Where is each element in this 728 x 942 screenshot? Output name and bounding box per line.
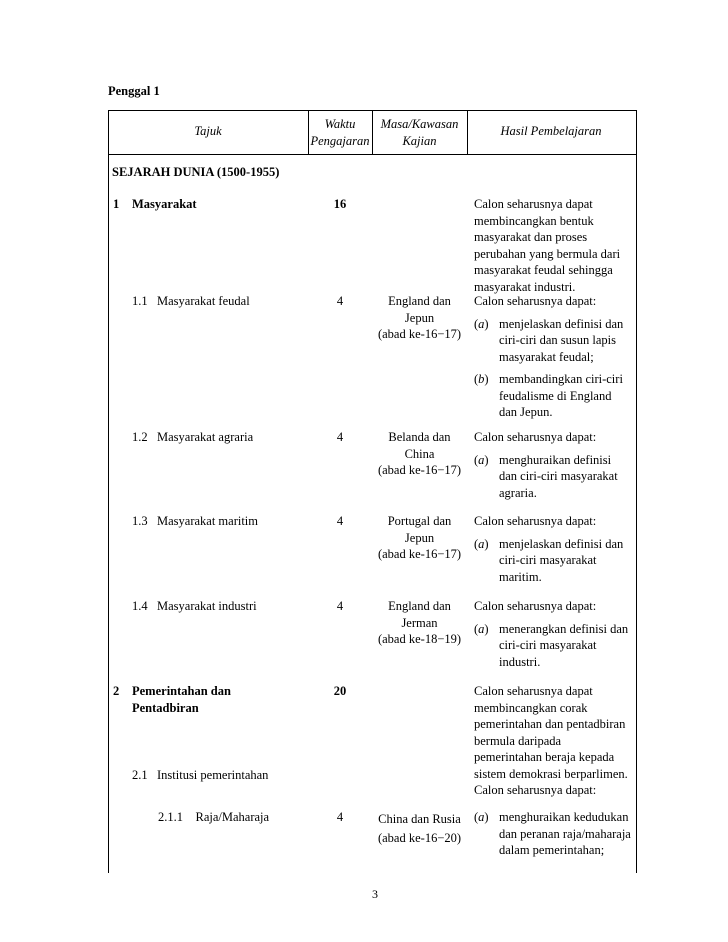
header-tajuk: Tajuk	[194, 124, 222, 138]
topic-hours: 20	[333, 684, 347, 698]
subtopic-outcome: Calon seharusnya dapat: (a) menghuraikan definisi dan ciri-ciri masyarakat agraria.	[474, 430, 618, 500]
subtopic-outcome: Calon seharusnya dapat: (a) menerangkan definisi dan ciri-ciri masyarakat industri.	[474, 599, 629, 669]
topic-number: 2	[113, 684, 120, 698]
subtopic-outcome: Calon seharusnya dapat: (a) menjelaskan definisi dan ciri-ciri dan susun lapis masyarakat feudal; (b) membandingkan ciri-ciri feudalisme di England dan Jepun.	[474, 294, 624, 419]
subtopic-label: 2.1 Institusi pemerintahan	[132, 768, 269, 782]
subtopic-outcome-intro: Calon seharusnya dapat:	[474, 783, 597, 797]
subtopic-label: 1.4 Masyarakat industri	[132, 599, 257, 613]
topic-title: Pemerintahan dan Pentadbiran	[132, 684, 231, 715]
subtopic-hours: 4	[336, 430, 344, 444]
subsubtopic-outcome: (a) menghuraikan kedudukan dan peranan raja/maharaja dalam pemerintahan;	[474, 810, 631, 857]
subsubtopic-hours: 4	[336, 810, 344, 824]
section-title: SEJARAH DUNIA (1500-1955)	[112, 165, 280, 179]
subtopic-region: England dan Jerman (abad ke-18−19)	[377, 599, 462, 646]
subtopic-outcome: Calon seharusnya dapat: (a) menjelaskan definisi dan ciri-ciri masyarakat maritim.	[474, 514, 624, 584]
header-hasil-pembelajaran: Hasil Pembelajaran	[500, 124, 602, 138]
subtopic-region: England dan Jepun (abad ke-16−17)	[377, 294, 462, 341]
subsubtopic-region: China dan Rusia (abad ke-16−20)	[377, 812, 462, 845]
subtopic-hours: 4	[336, 294, 344, 308]
topic-outcome: Calon seharusnya dapat membincangkan corak pemerintahan dan pentadbiran bermula daripada pemerintahan beraja kepada sistem demokrasi berparlimen.	[474, 684, 628, 781]
subsubtopic-label: 2.1.1 Raja/Maharaja	[158, 810, 270, 824]
header-masa-kawasan: Masa/Kawasan Kajian	[380, 117, 459, 148]
subtopic-hours: 4	[336, 599, 344, 613]
subtopic-label: 1.2 Masyarakat agraria	[132, 430, 254, 444]
page-number: 3	[372, 887, 378, 901]
subtopic-region: Portugal dan Jepun (abad ke-16−17)	[377, 514, 462, 561]
topic-title: Masyarakat	[132, 197, 197, 211]
subtopic-label: 1.1 Masyarakat feudal	[132, 294, 250, 308]
topic-outcome: Calon seharusnya dapat membincangkan bentuk masyarakat dan proses perubahan yang bermula dari masyarakat feudal sehingga masyarakat industri.	[474, 197, 621, 294]
header-bottom-rule	[108, 154, 636, 155]
subtopic-hours: 4	[336, 514, 344, 528]
topic-hours: 16	[333, 197, 347, 211]
section-label: Penggal 1	[108, 84, 160, 98]
topic-number: 1	[113, 197, 120, 211]
subtopic-region: Belanda dan China (abad ke-16−17)	[377, 430, 462, 477]
header-waktu: Waktu Pengajaran	[310, 117, 370, 148]
subtopic-label: 1.3 Masyarakat maritim	[132, 514, 259, 528]
